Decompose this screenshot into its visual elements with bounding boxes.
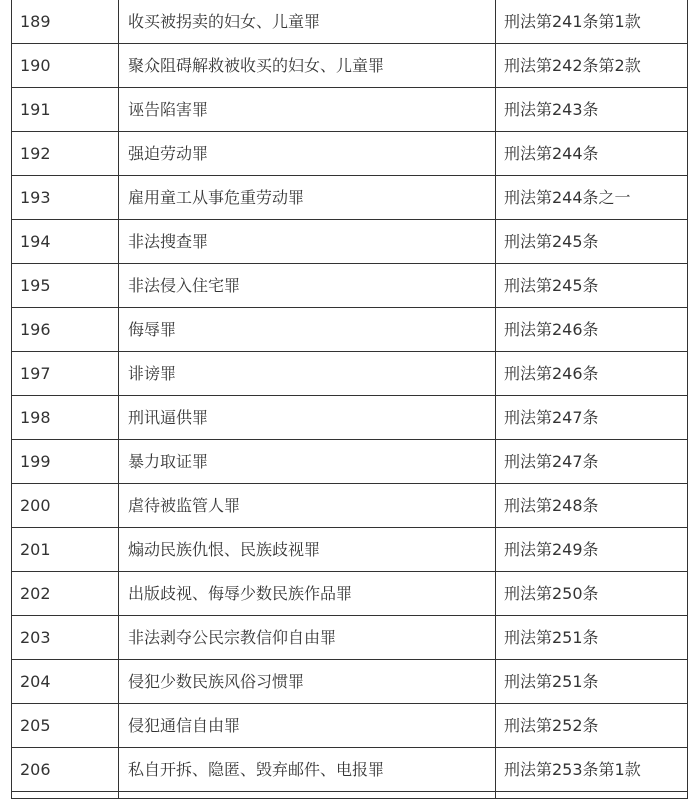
row-number: 191 bbox=[12, 88, 119, 132]
table-row bbox=[12, 660, 688, 704]
law-article: 刑法第246条 bbox=[496, 352, 688, 396]
law-article: 刑法第252条 bbox=[496, 704, 688, 748]
law-article: 刑法第247条 bbox=[496, 396, 688, 440]
row-number: 200 bbox=[12, 484, 119, 528]
row-number: 196 bbox=[12, 308, 119, 352]
row-number: 206 bbox=[12, 748, 119, 792]
row-number: 197 bbox=[12, 352, 119, 396]
table-row bbox=[12, 748, 688, 792]
row-number: 201 bbox=[12, 528, 119, 572]
crime-name: 非法剥夺公民宗教信仰自由罪 bbox=[119, 616, 496, 660]
law-article: 刑法第245条 bbox=[496, 264, 688, 308]
table-row bbox=[12, 44, 688, 88]
law-article: 刑法第243条 bbox=[496, 88, 688, 132]
crime-name: 煽动民族仇恨、民族歧视罪 bbox=[119, 528, 496, 572]
crime-name: 非法搜查罪 bbox=[119, 220, 496, 264]
crime-name: 聚众阻碍解救被收买的妇女、儿童罪 bbox=[119, 44, 496, 88]
table-row bbox=[12, 132, 688, 176]
row-number: 193 bbox=[12, 176, 119, 220]
law-article: 刑法第253条第1款 bbox=[496, 748, 688, 792]
row-number: 194 bbox=[12, 220, 119, 264]
law-article: 刑法第245条 bbox=[496, 220, 688, 264]
row-number: 204 bbox=[12, 660, 119, 704]
number-cell bbox=[12, 792, 119, 799]
crime-name: 收买被拐卖的妇女、儿童罪 bbox=[119, 0, 496, 44]
table-row bbox=[12, 528, 688, 572]
table-row bbox=[12, 704, 688, 748]
crime-name: 诽谤罪 bbox=[119, 352, 496, 396]
table-row bbox=[12, 616, 688, 660]
crime-name: 刑讯逼供罪 bbox=[119, 396, 496, 440]
law-article: 刑法第246条 bbox=[496, 308, 688, 352]
crime-name: 虐待被监管人罪 bbox=[119, 484, 496, 528]
crime-name: 侮辱罪 bbox=[119, 308, 496, 352]
table-body bbox=[12, 0, 688, 799]
table-row bbox=[12, 176, 688, 220]
article-cell bbox=[496, 792, 688, 799]
law-article: 刑法第250条 bbox=[496, 572, 688, 616]
crime-name: 雇用童工从事危重劳动罪 bbox=[119, 176, 496, 220]
table-row bbox=[12, 352, 688, 396]
law-article: 刑法第249条 bbox=[496, 528, 688, 572]
law-article: 刑法第251条 bbox=[496, 660, 688, 704]
table-row-partial-bottom bbox=[12, 792, 688, 799]
law-article: 刑法第244条 bbox=[496, 132, 688, 176]
law-article: 刑法第248条 bbox=[496, 484, 688, 528]
table-row bbox=[12, 0, 688, 44]
crime-name: 强迫劳动罪 bbox=[119, 132, 496, 176]
law-article: 刑法第244条之一 bbox=[496, 176, 688, 220]
law-article: 刑法第241条第1款 bbox=[496, 0, 688, 44]
crime-name: 侵犯通信自由罪 bbox=[119, 704, 496, 748]
row-number: 192 bbox=[12, 132, 119, 176]
row-number: 189 bbox=[12, 0, 119, 44]
row-number: 203 bbox=[12, 616, 119, 660]
row-number: 205 bbox=[12, 704, 119, 748]
crime-name: 侵犯少数民族风俗习惯罪 bbox=[119, 660, 496, 704]
law-article: 刑法第251条 bbox=[496, 616, 688, 660]
crime-name: 出版歧视、侮辱少数民族作品罪 bbox=[119, 572, 496, 616]
table-row bbox=[12, 88, 688, 132]
row-number: 190 bbox=[12, 44, 119, 88]
crime-list-table bbox=[11, 0, 688, 799]
crime-name: 诬告陷害罪 bbox=[119, 88, 496, 132]
row-number: 199 bbox=[12, 440, 119, 484]
table-row bbox=[12, 572, 688, 616]
row-number: 202 bbox=[12, 572, 119, 616]
crime-name: 私自开拆、隐匿、毁弃邮件、电报罪 bbox=[119, 748, 496, 792]
table-row bbox=[12, 308, 688, 352]
crime-name-cell bbox=[119, 792, 496, 799]
crime-name: 暴力取证罪 bbox=[119, 440, 496, 484]
table-row bbox=[12, 264, 688, 308]
table-row bbox=[12, 220, 688, 264]
table-row bbox=[12, 440, 688, 484]
law-article: 刑法第247条 bbox=[496, 440, 688, 484]
row-number: 198 bbox=[12, 396, 119, 440]
crime-name: 非法侵入住宅罪 bbox=[119, 264, 496, 308]
table-row bbox=[12, 396, 688, 440]
table-row bbox=[12, 484, 688, 528]
row-number: 195 bbox=[12, 264, 119, 308]
law-article: 刑法第242条第2款 bbox=[496, 44, 688, 88]
